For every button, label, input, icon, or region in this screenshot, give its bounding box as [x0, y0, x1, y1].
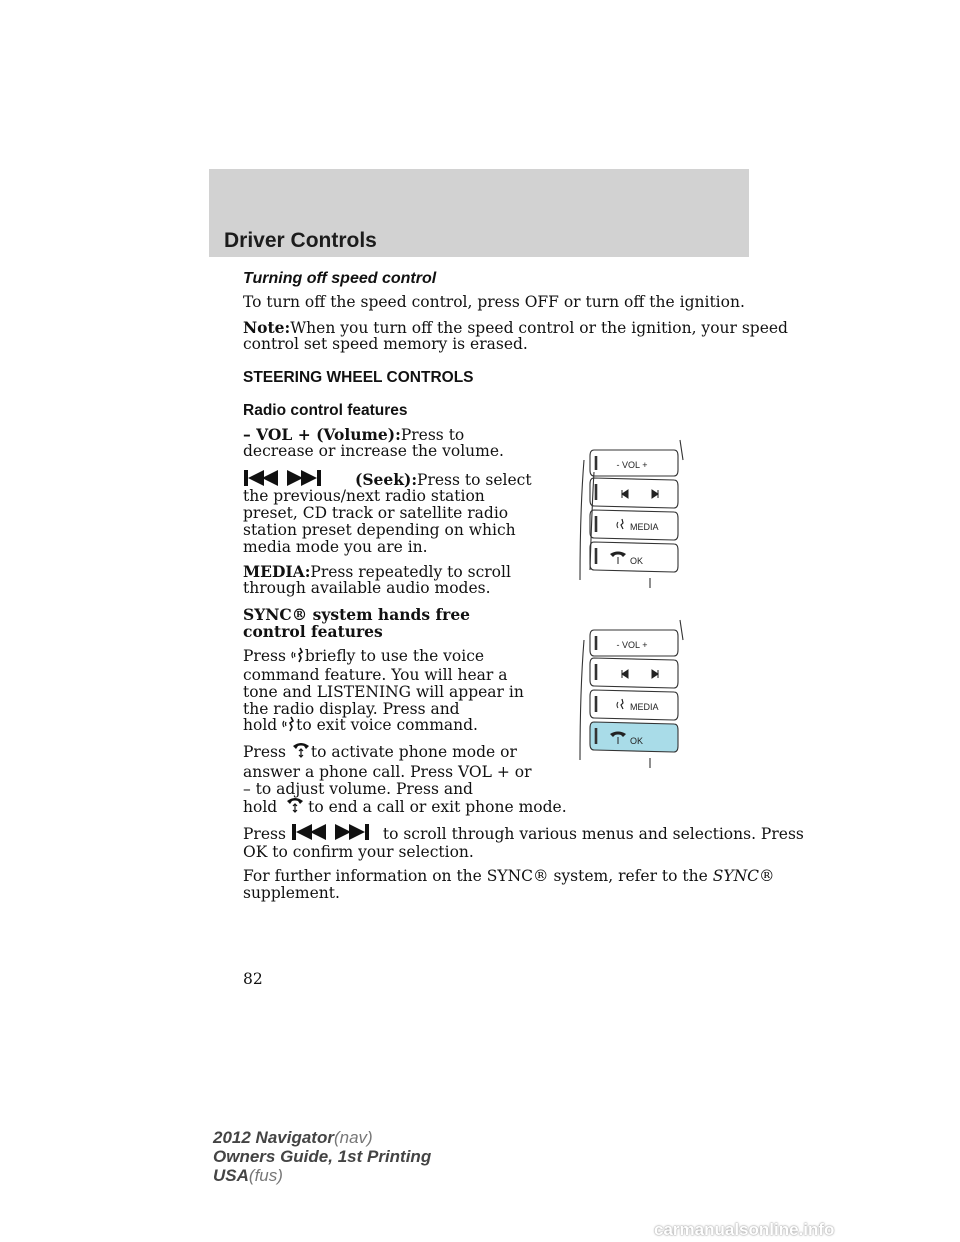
voice-line-4: the radio display. Press and — [243, 700, 460, 718]
voice-hold: hold — [243, 716, 278, 734]
media-button-label: MEDIA — [630, 702, 659, 712]
further-line-1 — [243, 868, 775, 885]
seek-icon — [243, 468, 355, 488]
phone-icon — [291, 741, 311, 759]
seek-button-icon — [622, 670, 658, 678]
watermark-text: carmanualsonline.info — [654, 1220, 835, 1239]
phone-press: Press — [243, 743, 286, 761]
footer-line-2: Owners Guide, 1st Printing — [213, 1147, 432, 1166]
seek-icon — [291, 822, 383, 842]
ok-button-label: OK — [630, 556, 644, 566]
phone-icon — [282, 796, 308, 814]
footer-model-code: (nav) — [333, 1128, 373, 1147]
footer-line-1 — [213, 1128, 431, 1147]
voice-line-3: tone and LISTENING will appear in — [243, 683, 524, 701]
phone-hold-desc: to end a call or exit phone mode. — [308, 798, 567, 816]
voice-button-icon — [617, 519, 623, 529]
voice-hold-desc: to exit voice command. — [296, 716, 478, 734]
footer-model: 2012 Navigator — [213, 1128, 334, 1147]
voice-command-icon — [282, 716, 296, 732]
vol-button-label: - VOL + — [616, 460, 648, 470]
turning-off-body: To turn off the speed control, press OFF or turn off the ignition. — [243, 293, 745, 311]
vol-line-2: decrease or increase the volume. — [243, 442, 504, 460]
footer-market: USA — [213, 1166, 249, 1185]
seek-line-4: station preset depending on which — [243, 521, 516, 539]
further-text: For further information on the SYNC® system, refer to the — [243, 867, 708, 885]
seek-desc: Press to select — [417, 471, 532, 489]
seek-line-1 — [243, 468, 532, 489]
voice-press: Press — [243, 647, 286, 665]
vol-label: – VOL + (Volume): — [243, 425, 401, 444]
seek-button-icon — [622, 490, 658, 498]
footer-market-code: (fus) — [248, 1166, 283, 1185]
voice-desc: briefly to use the voice — [304, 647, 485, 665]
steering-controls-illustration-2 — [570, 610, 690, 768]
media-line-2: through available audio modes. — [243, 579, 491, 597]
scroll-line-1 — [243, 822, 804, 843]
turning-off-heading: Turning off speed control — [243, 270, 437, 287]
section-title: Driver Controls — [224, 229, 377, 252]
seek-line-3: preset, CD track or satellite radio — [243, 504, 509, 522]
further-line-2: supplement. — [243, 884, 340, 902]
scroll-line-2: OK to confirm your selection. — [243, 843, 474, 861]
seek-label: (Seek): — [355, 470, 418, 489]
sync-heading-2: control features — [243, 622, 383, 641]
scroll-press: Press — [243, 825, 286, 843]
phone-line-2: answer a phone call. Press VOL + or — [243, 763, 532, 781]
vol-button-label: - VOL + — [616, 640, 648, 650]
voice-command-icon — [291, 647, 305, 663]
section-header-band — [209, 169, 749, 257]
sync-heading-1: SYNC® system hands free — [243, 605, 471, 624]
note-text: When you turn off the speed control or the ignition, your speed — [290, 319, 788, 337]
page-number: 82 — [243, 970, 263, 988]
phone-button-icon — [610, 552, 626, 565]
seek-line-5: media mode you are in. — [243, 538, 428, 556]
steering-heading: STEERING WHEEL CONTROLS — [243, 369, 474, 386]
footer-line-3 — [213, 1166, 431, 1185]
voice-line-2: command feature. You will hear a — [243, 666, 508, 684]
vol-desc: Press to — [400, 426, 465, 444]
media-desc: Press repeatedly to scroll — [310, 563, 511, 581]
voice-line-1 — [243, 647, 484, 665]
media-button-label: MEDIA — [630, 522, 659, 532]
media-label: MEDIA: — [243, 562, 311, 581]
voice-line-5 — [243, 716, 478, 734]
ok-button-label: OK — [630, 736, 644, 746]
sync-supplement-ref: SYNC® — [712, 867, 775, 885]
footer-print-info — [213, 1128, 431, 1185]
phone-line-4 — [243, 796, 567, 816]
note-line-2: control set speed memory is erased. — [243, 335, 528, 353]
voice-button-icon — [617, 699, 623, 709]
scroll-desc: to scroll through various menus and selections. Press — [382, 825, 804, 843]
note-label: Note: — [243, 318, 291, 337]
phone-desc: to activate phone mode or — [310, 743, 517, 761]
phone-line-3: – to adjust volume. Press and — [243, 780, 473, 798]
steering-controls-illustration-1 — [570, 430, 690, 588]
radio-heading: Radio control features — [243, 402, 408, 419]
phone-line-1 — [243, 741, 517, 761]
seek-line-2: the previous/next radio station — [243, 487, 485, 505]
phone-hold: hold — [243, 798, 278, 816]
